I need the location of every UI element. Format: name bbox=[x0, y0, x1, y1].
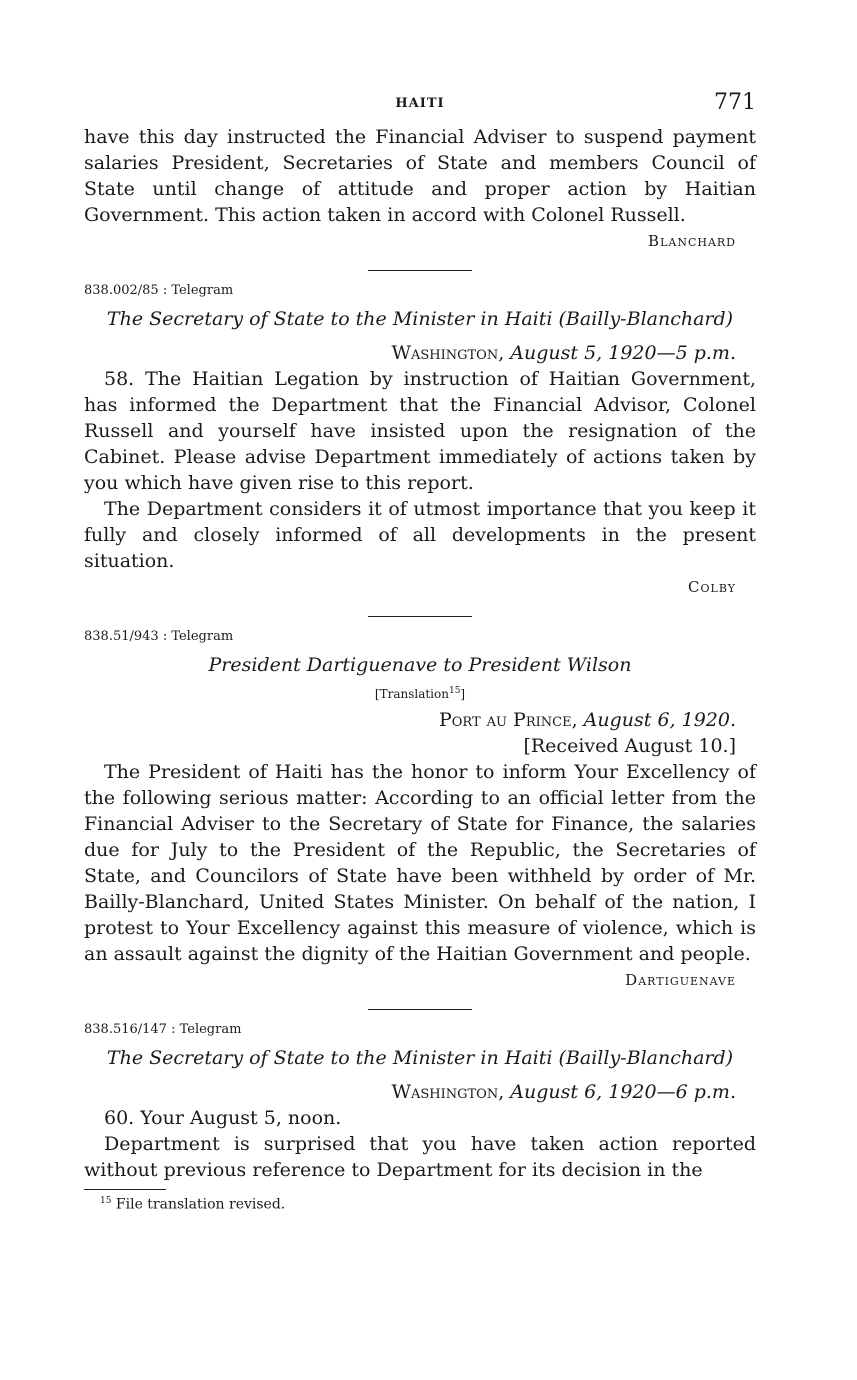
running-title: HAITI bbox=[395, 96, 445, 111]
dateline-date: August 5, 1920—5 p.m. bbox=[510, 342, 736, 364]
paragraph: Department is surprised that you have taken action reported without previous reference to Department for its decision in the bbox=[84, 1133, 756, 1181]
footnote-text: File translation revised. bbox=[115, 1196, 286, 1213]
footnote-divider bbox=[84, 1189, 166, 1190]
section-telegram-58 bbox=[84, 283, 756, 596]
paragraph: The Department considers it of utmost importance that you keep it fully and closely informed of all developments in the present situation. bbox=[84, 498, 756, 572]
footnote bbox=[84, 1196, 756, 1213]
signature: Dartiguenave bbox=[625, 971, 736, 989]
heading-text: The Secretary of State to the Minister in Haiti bbox=[106, 1047, 553, 1069]
section-continuation bbox=[84, 124, 756, 250]
section-heading bbox=[84, 306, 756, 332]
dateline-date: August 6, 1920—6 p.m. bbox=[510, 1081, 736, 1103]
page-header bbox=[84, 90, 756, 124]
received-date: [Received August 10.] bbox=[523, 735, 736, 757]
paragraph: The President of Haiti has the honor to inform Your Excellency of the following serious matter: According to an official letter from the Financial Adviser to the Secretary of State for Finance, the salaries due for July to the President of the Republic, the Secretaries of State, and Councilors of State have been withheld by order of Mr. Bailly-Blanchard, United States Minister. On behalf of the nation, I protest to Your Excellency against this measure of violence, which is an assault against the dignity of the Haitian Government and people. bbox=[84, 761, 756, 965]
footnote-marker: 15 bbox=[448, 686, 461, 696]
heading-parenthetical: (Bailly-Blanchard) bbox=[558, 308, 734, 330]
translation-note-end: ] bbox=[460, 687, 466, 701]
page-number: 771 bbox=[714, 90, 756, 115]
document-reference: 838.516/147 : Telegram bbox=[84, 1022, 242, 1037]
section-divider bbox=[368, 270, 472, 271]
dateline-place: Port au Prince, bbox=[438, 709, 578, 731]
signature: Blanchard bbox=[648, 232, 736, 250]
section-heading bbox=[84, 1045, 756, 1071]
section-divider bbox=[368, 1009, 472, 1010]
heading-text: The Secretary of State to the Minister in Haiti bbox=[106, 308, 553, 330]
dateline-place: Washington, bbox=[391, 342, 505, 364]
document-reference: 838.002/85 : Telegram bbox=[84, 283, 234, 298]
section-heading: President Dartiguenave to President Wilson bbox=[208, 654, 632, 676]
dateline bbox=[84, 340, 736, 366]
section-president-letter bbox=[84, 629, 756, 989]
document-reference: 838.51/943 : Telegram bbox=[84, 629, 234, 644]
section-telegram-60 bbox=[84, 1022, 756, 1183]
signature: Colby bbox=[688, 578, 736, 596]
footnote-marker: 15 bbox=[100, 1196, 112, 1206]
paragraph: 60. Your August 5, noon. bbox=[104, 1107, 342, 1129]
dateline-place: Washington, bbox=[391, 1081, 505, 1103]
paragraph: have this day instructed the Financial Adviser to suspend payment salaries President, Secretaries of State and members Council of State until change of attitude and proper action by Haitian Government. This action taken in accord with Colonel Russell. bbox=[84, 126, 756, 226]
heading-parenthetical: (Bailly-Blanchard) bbox=[558, 1047, 734, 1069]
document-page bbox=[84, 90, 756, 1213]
section-divider bbox=[368, 616, 472, 617]
dateline-date: August 6, 1920. bbox=[583, 709, 736, 731]
translation-note-text: [Translation bbox=[374, 687, 449, 701]
translation-note bbox=[84, 686, 756, 701]
dateline bbox=[84, 1079, 736, 1105]
paragraph: 58. The Haitian Legation by instruction of Haitian Government, has informed the Department that the Financial Advisor, Colonel Russell and yourself have insisted upon the resignation of the Cabinet. Please advise Department immediately of actions taken by you which have given rise to this report. bbox=[84, 368, 756, 494]
dateline bbox=[84, 707, 736, 733]
